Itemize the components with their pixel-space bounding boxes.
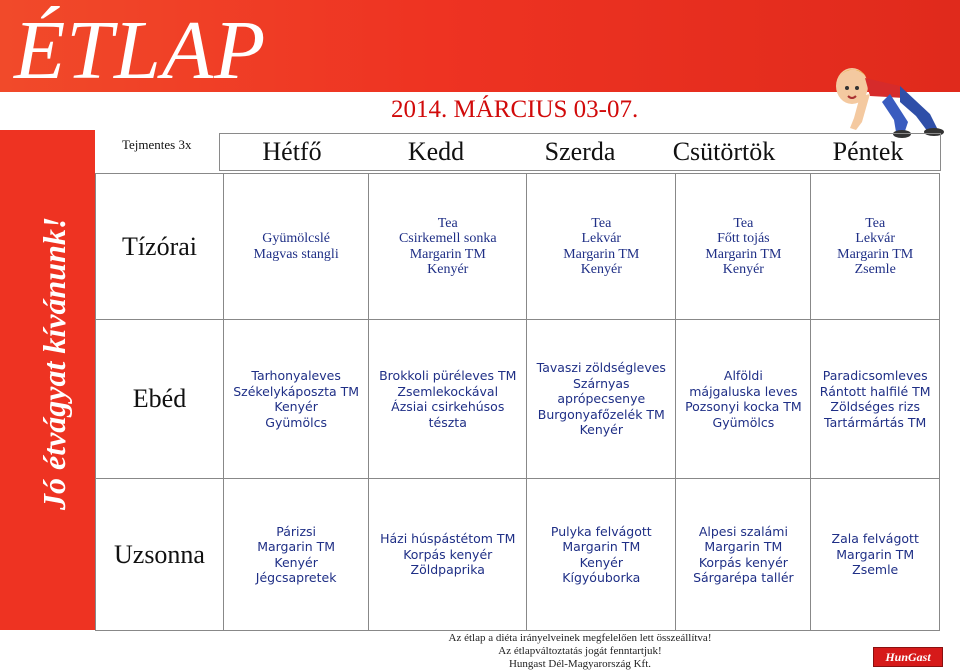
menu-item: Házi húspástétom TM <box>380 531 516 547</box>
menu-item: Pozsonyi kocka TM <box>685 399 802 414</box>
menu-item: Margarin TM <box>562 539 641 554</box>
child-illustration <box>820 58 950 138</box>
menu-item: Főtt tojás <box>717 231 770 246</box>
menu-item: Kenyér <box>579 422 623 438</box>
page-title: ÉTLAP <box>14 4 267 97</box>
menu-item: Kenyér <box>722 262 764 277</box>
footer-line-company: Hungast Dél-Magyarország Kft. <box>508 658 652 670</box>
menu-item: Zsemle <box>852 562 899 578</box>
menu-item: Kenyér <box>579 554 623 570</box>
menu-item: Magvas stangli <box>253 246 339 262</box>
vertical-greeting: Jó étvágyat kívánunk! <box>36 216 72 510</box>
menu-item: Zöldséges rizs <box>830 399 920 414</box>
menu-item: májgaluska leves <box>689 383 798 399</box>
menu-cell <box>527 479 676 631</box>
menu-cell <box>811 174 940 320</box>
menu-item: Rántott halfilé TM <box>819 383 931 399</box>
menu-cell <box>811 320 940 479</box>
menu-item: Csirkemell sonka <box>398 231 497 246</box>
menu-item: Zsemlekockával <box>397 383 499 399</box>
menu-item: Kenyér <box>427 262 469 277</box>
menu-item: Margarin TM <box>837 246 914 262</box>
dietary-note: Tejmentes 3x <box>122 137 192 152</box>
menu-item: Korpás kenyér <box>403 546 493 562</box>
menu-cell <box>527 320 676 479</box>
menu-table <box>95 173 940 631</box>
menu-item: Szárnyas <box>573 375 630 391</box>
menu-item: Tarhonyaleves <box>251 368 341 383</box>
menu-item: Gyümölcs <box>265 414 327 430</box>
menu-item: Lekvár <box>855 231 896 246</box>
menu-item: Gyümölcs <box>712 414 775 430</box>
menu-item: Zöldpaprika <box>410 562 485 578</box>
menu-item: Brokkoli püréleves TM <box>379 368 517 383</box>
day-thursday: Csütörtök <box>672 137 776 166</box>
menu-item: Alföldi <box>723 368 763 383</box>
row-label: Uzsonna <box>96 479 224 631</box>
menu-item: Tea <box>591 215 612 231</box>
menu-cell <box>676 320 811 479</box>
menu-item: Tavaszi zöldségleves <box>536 360 666 376</box>
menu-item: Kenyér <box>274 554 318 570</box>
menu-cell <box>527 174 676 320</box>
menu-row-lunch <box>96 320 940 479</box>
menu-item: Zsemle <box>854 262 896 277</box>
menu-item: Margarin TM <box>836 546 915 562</box>
row-label: Ebéd <box>96 320 224 479</box>
menu-item: Margarin TM <box>409 246 486 262</box>
day-wednesday: Szerda <box>544 137 616 166</box>
menu-cell <box>369 174 527 320</box>
menu-item: Ázsiai csirkehúsos <box>391 399 505 414</box>
menu-item: Lekvár <box>581 231 622 246</box>
menu-item: Pulyka felvágott <box>550 523 652 539</box>
menu-item: Tea <box>437 215 458 231</box>
menu-item: Kenyér <box>274 399 318 414</box>
menu-item: Sárgarépa tallér <box>693 570 794 585</box>
menu-item: aprópecsenye <box>557 391 646 407</box>
menu-item: Margarin TM <box>563 246 640 262</box>
menu-item: Tea <box>865 215 886 231</box>
menu-item: Margarin TM <box>705 246 782 262</box>
menu-item: Paradicsomleves <box>822 368 928 383</box>
menu-cell <box>224 320 369 479</box>
menu-item: Tea <box>733 215 754 231</box>
day-monday: Hétfő <box>262 137 322 166</box>
menu-item: Gyümölcslé <box>262 231 330 246</box>
menu-item: Alpesi szalámi <box>698 523 788 539</box>
hungast-logo: HunGast <box>873 647 943 667</box>
week-date: 2014. MÁRCIUS 03-07. <box>391 96 639 123</box>
menu-item: Korpás kenyér <box>698 554 788 570</box>
menu-item: Kenyér <box>580 262 622 277</box>
menu-item: Burgonyafőzelék TM <box>537 406 665 422</box>
menu-row-afternoon-snack <box>96 479 940 631</box>
menu-item: Margarin TM <box>704 539 783 554</box>
day-header <box>219 133 941 171</box>
menu-item: Kígyóuborka <box>562 570 641 585</box>
footer-line-rights: Az étlapváltoztatás jogát fenntartjuk! <box>498 645 662 657</box>
menu-cell <box>676 479 811 631</box>
menu-item: Tartármártás TM <box>824 414 927 430</box>
menu-cell <box>224 479 369 631</box>
menu-cell <box>676 174 811 320</box>
menu-item: Margarin TM <box>257 539 336 554</box>
menu-item: Székelykáposzta TM <box>233 383 360 399</box>
menu-cell <box>811 479 940 631</box>
row-label: Tízórai <box>96 174 224 320</box>
menu-item: tészta <box>428 414 467 430</box>
menu-cell <box>224 174 369 320</box>
menu-item: Párizsi <box>276 523 317 539</box>
day-tuesday: Kedd <box>407 137 465 166</box>
menu-item: Zala felvágott <box>831 531 919 547</box>
menu-row-morning-snack <box>96 174 940 320</box>
menu-cell <box>369 479 527 631</box>
menu-cell <box>369 320 527 479</box>
footer-line-diet: Az étlap a diéta irányelveinek megfelelően lett összeállítva! <box>448 632 712 644</box>
menu-item: Jégcsapretek <box>255 570 337 585</box>
day-friday: Péntek <box>832 137 904 166</box>
